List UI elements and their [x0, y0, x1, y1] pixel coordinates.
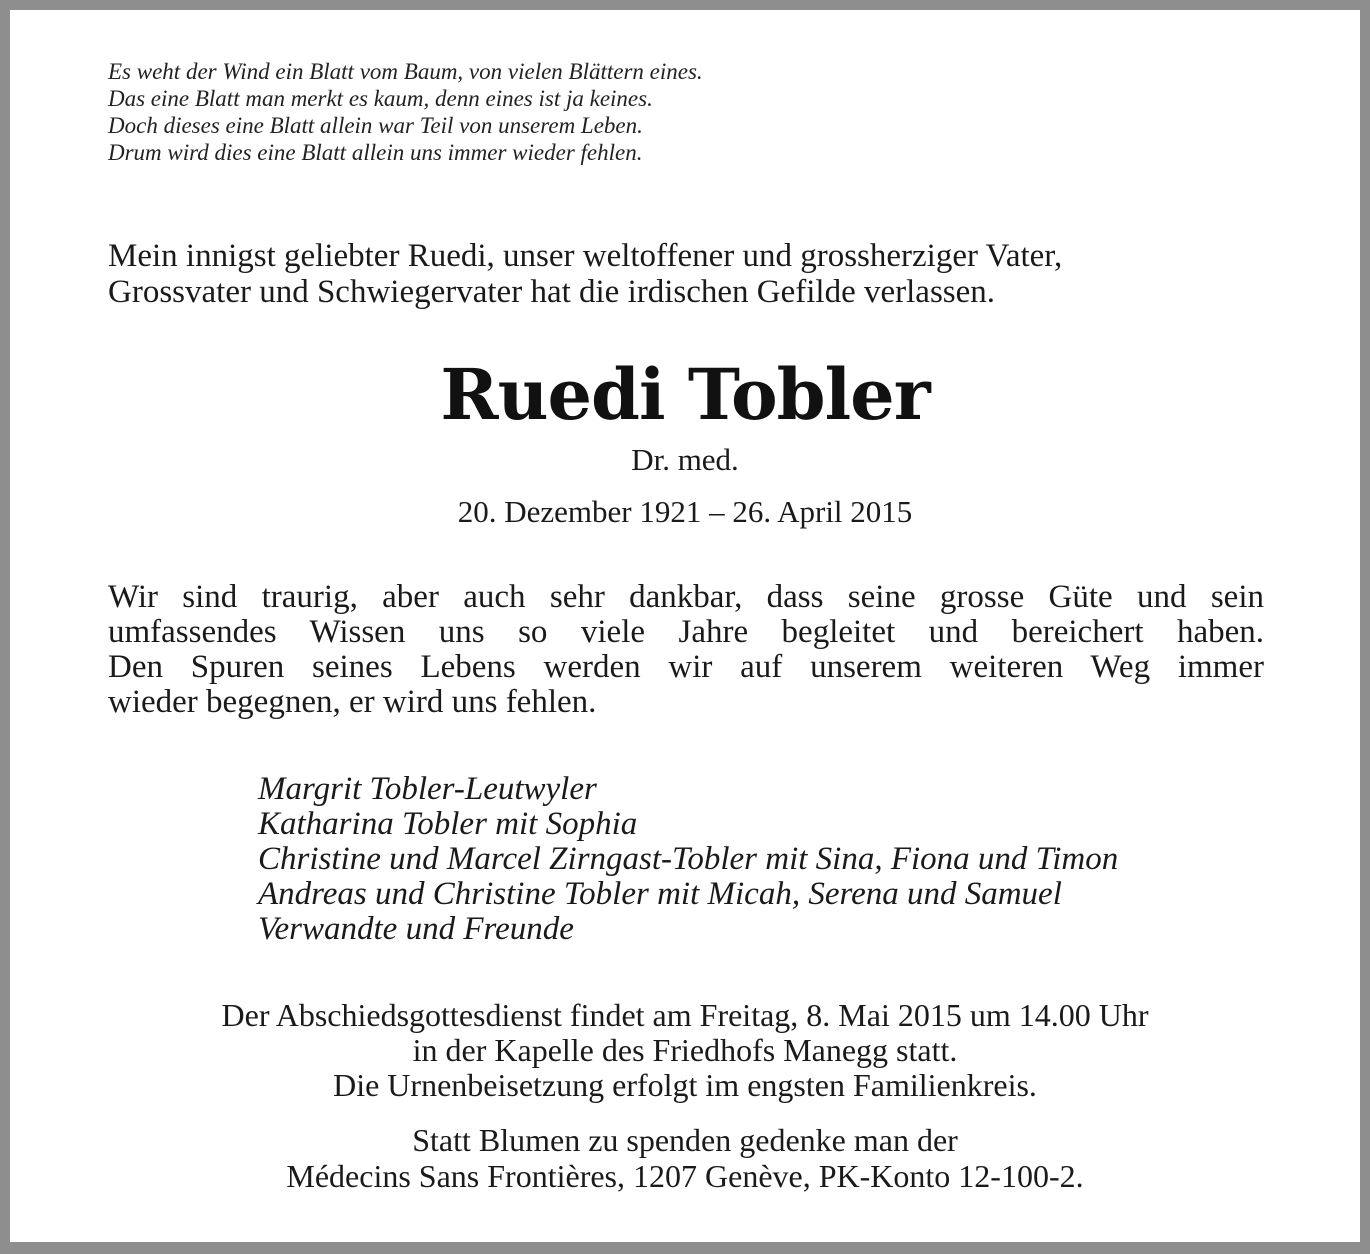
service-line-1: Der Abschiedsgottesdienst findet am Freitag, 8. Mai 2015 um 14.00 Uhr [221, 997, 1149, 1033]
service-line-2: in der Kapelle des Friedhofs Manegg statt. [412, 1032, 958, 1068]
poem-line-3: Doch dieses eine Blatt allein war Teil von unserem Leben. [108, 113, 643, 138]
donation-line-2: Médecins Sans Frontières, 1207 Genève, PK-Konto 12-100-2. [286, 1158, 1084, 1194]
intro-line-1: Mein innigst geliebter Ruedi, unser weltoffener und grossherziger Vater, [108, 238, 1063, 274]
mourner-line-5: Verwandte und Freunde [258, 911, 574, 947]
poem-line-4: Drum wird dies eine Blatt allein uns immer wieder fehlen. [108, 140, 643, 165]
poem-line-2: Das eine Blatt man merkt es kaum, denn eines ist ja keines. [108, 86, 653, 111]
message-line-3: Den Spuren seines Lebens werden wir auf unserem weiteren Weg immer [108, 649, 1264, 685]
poem-verse [108, 58, 703, 166]
mourner-line-4: Andreas und Christine Tobler mit Micah, Serena und Samuel [258, 876, 1062, 912]
life-dates: 20. Dezember 1921 – 26. April 2015 [457, 494, 913, 529]
message-paragraph [108, 580, 1264, 720]
intro-paragraph [108, 238, 1268, 310]
poem-line-1: Es weht der Wind ein Blatt vom Baum, von vielen Blättern eines. [108, 59, 703, 84]
service-info [10, 998, 1360, 1103]
mourners-list [258, 772, 1118, 947]
obituary-notice [10, 10, 1360, 1242]
deceased-title: Dr. med. [631, 442, 739, 477]
donation-info [10, 1122, 1360, 1194]
mourner-line-1: Margrit Tobler-Leutwyler [258, 771, 597, 807]
message-line-2: umfassendes Wissen uns so viele Jahre begleitet und bereichert haben. [108, 614, 1264, 650]
service-line-3: Die Urnenbeisetzung erfolgt im engsten Familienkreis. [333, 1067, 1037, 1103]
intro-line-2: Grossvater und Schwiegervater hat die irdischen Gefilde verlassen. [108, 274, 996, 310]
donation-line-1: Statt Blumen zu spenden gedenke man der [412, 1122, 958, 1158]
mourner-line-2: Katharina Tobler mit Sophia [258, 806, 638, 842]
message-line-4: wieder begegnen, er wird uns fehlen. [108, 684, 597, 720]
deceased-name: Ruedi Tobler [440, 353, 930, 436]
message-line-1: Wir sind traurig, aber auch sehr dankbar, dass seine grosse Güte und sein [108, 579, 1264, 615]
mourner-line-3: Christine und Marcel Zirngast-Tobler mit Sina, Fiona und Timon [258, 841, 1119, 877]
